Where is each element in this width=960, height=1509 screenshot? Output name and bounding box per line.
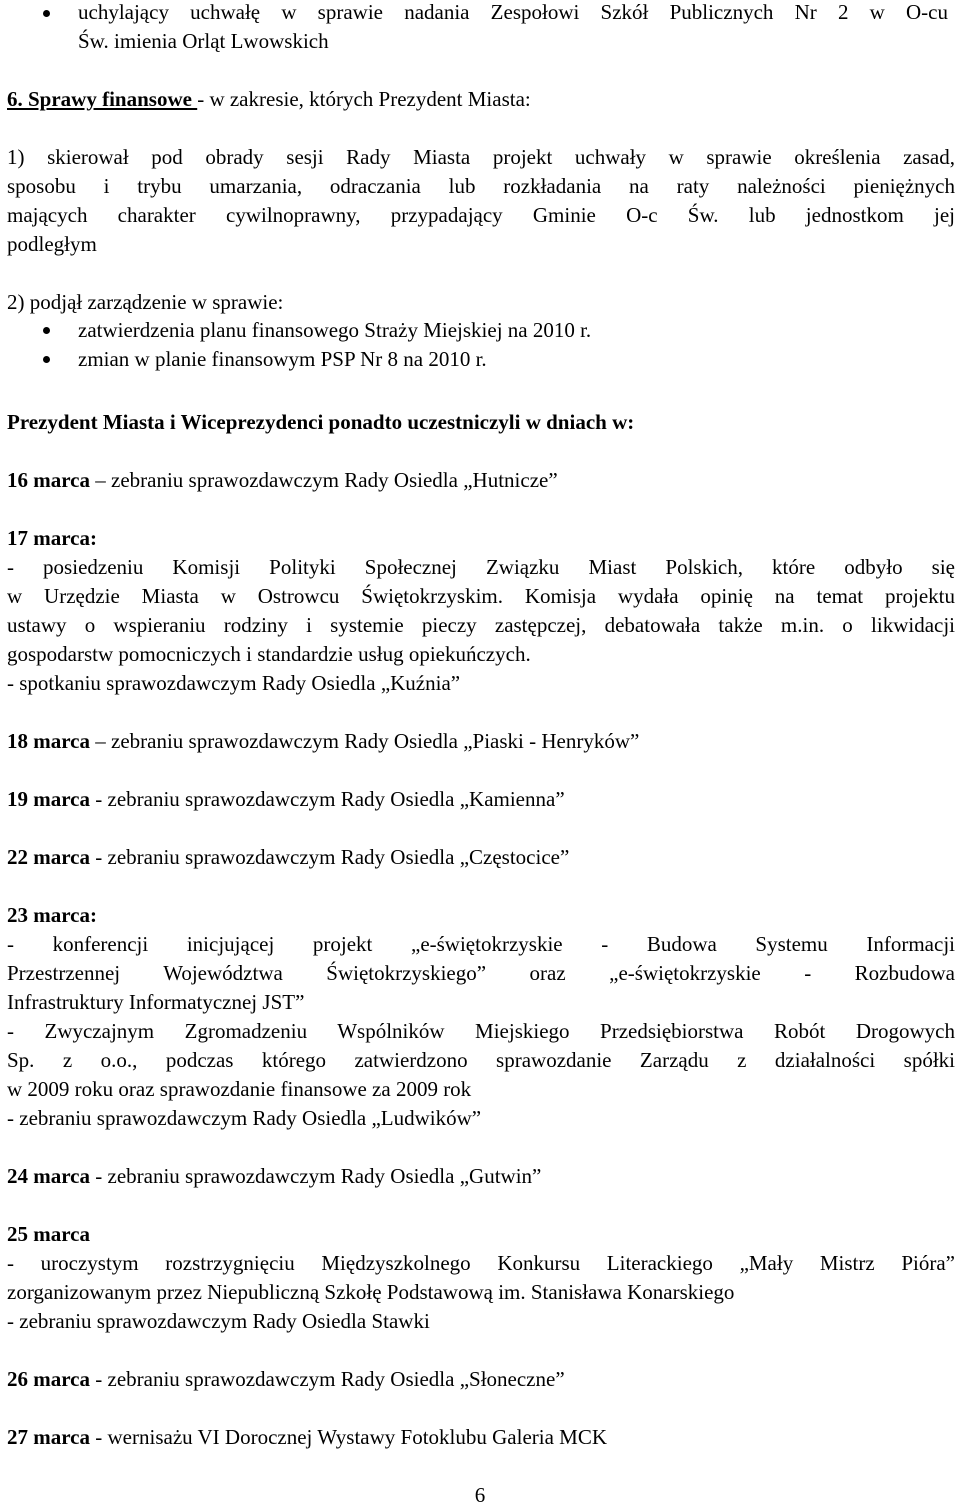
event-date: 27 marca	[7, 1425, 91, 1449]
paragraph-line: 1) skierował pod obrady sesji Rady Miasta projekt uchwały w sprawie określenia zasad,	[7, 145, 955, 169]
paragraph-line: Infrastruktury Informatycznej JST”	[7, 990, 305, 1014]
section-intro: - w zakresie, których Prezydent Miasta:	[197, 87, 531, 111]
event-text: - zebraniu sprawozdawczym Rady Osiedla „Kamienna”	[90, 787, 565, 811]
section-heading	[7, 85, 955, 114]
bullet-dot	[43, 327, 50, 334]
paragraph-line: gospodarstw pomocniczych i standardzie usług opiekuńczych.	[7, 642, 531, 666]
event-entry	[7, 785, 955, 814]
bullet-dot	[43, 356, 50, 363]
event-text: - zebraniu sprawozdawczym Rady Osiedla „Częstocice”	[90, 845, 570, 869]
event-text: – zebraniu sprawozdawczym Rady Osiedla „Hutnicze”	[90, 468, 558, 492]
event-entry	[7, 1423, 955, 1452]
paragraph-line: sposobu i trybu umarzania, odraczania lub rozkładania na raty należności pieniężnych	[7, 174, 955, 198]
list-item: zmian w planie finansowym PSP Nr 8 na 2010 r.	[78, 347, 487, 371]
paragraph-line: Przestrzennej Województwa Świętokrzyskiego” oraz „e-świętokrzyskie - Rozbudowa	[7, 961, 955, 985]
paragraph-line: - posiedzeniu Komisji Polityki Społecznej Związku Miast Polskich, które odbyło się	[7, 555, 955, 579]
event-entry	[7, 727, 955, 756]
paragraph-line: - konferencji inicjującej projekt „e-świętokrzyskie - Budowa Systemu Informacji	[7, 932, 955, 956]
paragraph-line: Sp. z o.o., podczas którego zatwierdzono sprawozdanie Zarządu z działalności spółki	[7, 1048, 955, 1072]
paragraph-line: w 2009 roku oraz sprawozdanie finansowe za 2009 rok	[7, 1077, 472, 1101]
paragraph-line: - Zwyczajnym Zgromadzeniu Wspólników Miejskiego Przedsiębiorstwa Robót Drogowych	[7, 1019, 955, 1043]
paragraph-line: - uroczystym rozstrzygnięciu Międzyszkolnego Konkursu Literackiego „Mały Mistrz Pióra”	[7, 1251, 955, 1275]
section-title: 6. Sprawy finansowe	[7, 87, 198, 111]
event-date: 26 marca	[7, 1367, 91, 1391]
paragraph-line: zorganizowanym przez Niepubliczną Szkołę Podstawową im. Stanisława Konarskiego	[7, 1280, 735, 1304]
event-text: – zebraniu sprawozdawczym Rady Osiedla „Piaski - Henryków”	[90, 729, 640, 753]
top-bullet-line: Św. imienia Orląt Lwowskich	[78, 29, 329, 53]
event-entry	[7, 1365, 955, 1394]
event-date: 19 marca	[7, 787, 91, 811]
event-date: 17 marca:	[7, 526, 97, 550]
event-text: - wernisażu VI Dorocznej Wystawy Fotoklubu Galeria MCK	[90, 1425, 608, 1449]
event-date: 16 marca	[7, 468, 91, 492]
page-number: 6	[474, 1483, 486, 1507]
bullet-dot	[43, 10, 50, 17]
list-item: zatwierdzenia planu finansowego Straży Miejskiej na 2010 r.	[78, 318, 592, 342]
events-heading: Prezydent Miasta i Wiceprezydenci ponadto uczestniczyli w dniach w:	[7, 410, 635, 434]
event-date: 24 marca	[7, 1164, 91, 1188]
paragraph-line: podległym	[7, 232, 97, 256]
paragraph-line: w Urzędzie Miasta w Ostrowcu Świętokrzyskim. Komisja wydała opinię na temat projektu	[7, 584, 955, 608]
event-entry	[7, 843, 955, 872]
paragraph-line: - spotkaniu sprawozdawczym Rady Osiedla „Kuźnia”	[7, 671, 461, 695]
event-text: - zebraniu sprawozdawczym Rady Osiedla „Gutwin”	[90, 1164, 542, 1188]
event-date: 25 marca	[7, 1222, 91, 1246]
paragraph-line: - zebraniu sprawozdawczym Rady Osiedla Stawki	[7, 1309, 430, 1333]
event-date: 22 marca	[7, 845, 91, 869]
event-entry	[7, 466, 955, 495]
event-entry	[7, 1162, 955, 1191]
paragraph-line: - zebraniu sprawozdawczym Rady Osiedla „Ludwików”	[7, 1106, 482, 1130]
paragraph-line: 2) podjął zarządzenie w sprawie:	[7, 290, 284, 314]
event-text: - zebraniu sprawozdawczym Rady Osiedla „Słoneczne”	[90, 1367, 565, 1391]
paragraph-line: ustawy o wspieraniu rodziny i systemie pieczy zastępczej, debatowała także m.in. o likwidacji	[7, 613, 955, 637]
event-date: 18 marca	[7, 729, 91, 753]
top-bullet-line: uchylający uchwałę w sprawie nadania Zespołowi Szkół Publicznych Nr 2 w O-cu	[78, 0, 948, 24]
paragraph-line: mających charakter cywilnoprawny, przypadający Gminie O-c Św. lub jednostkom jej	[7, 203, 955, 227]
event-date: 23 marca:	[7, 903, 97, 927]
